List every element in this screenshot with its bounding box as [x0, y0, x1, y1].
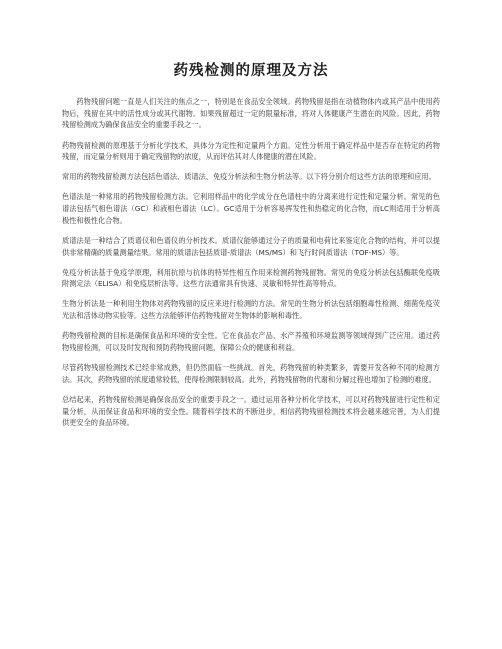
paragraph-intro: 药物残留问题一直是人们关注的焦点之一，特别是在食品安全领域。药物残留是指在动植物体内或其产品中使用药物后，残留在其中的活性成分或其代谢物。如果残留超过一定的限量标准，将对人体健康产生潜在的风险。因此，药物残留检测成为确保食品安全的重要手段之一。 [62, 97, 440, 130]
paragraph-summary: 总结起来，药物残留检测是确保食品安全的重要手段之一。通过运用各种分析化学技术，可以对药物残留进行定性和定量分析，从而保证食品和环境的安全性。随着科学技术的不断进步，相信药物残留检测技术将会越来越完善，为人们提供更安全的食品环境。 [62, 394, 440, 428]
document-title: 药残检测的原理及方法 [173, 63, 329, 79]
paragraph-chromatography: 色谱法是一种常用的药物残留检测方法。它利用样品中的化学成分在色谱柱中的分离来进行定性和定量分析。常见的色谱法包括气相色谱法（GC）和液相色谱法（LC）。GC适用于分析容易挥发性和热稳定的化合物，而LC则适用于分析高极性和极性化合物。 [62, 192, 440, 225]
paragraph-mass-spectrometry: 质谱法是一种结合了质谱仪和色谱仪的分析技术。质谱仪能够通过分子的质量和电荷比来鉴定化合物的结构，并可以提供非常精确的质量测量结果。常用的质谱法包括质谱-质谱法（MS/MS）和飞行时间质谱法（TOF-MS）等。 [62, 235, 440, 257]
paragraph-principle: 药物残留检测的原理基于分析化学技术，具体分为定性和定量两个方面。定性分析用于确定样品中是否存在特定的药物残留，而定量分析则用于确定残留物的浓度，从而评估其对人体健康的潜在风险。 [62, 140, 440, 162]
paragraph-goal: 药物残留检测的目标是确保食品和环境的安全性。它在食品农产品、水产养殖和环境监测等领域得到广泛应用。通过药物残留检测，可以及时发现和预防药物残留问题，保障公众的健康和利益。 [62, 331, 440, 352]
paragraph-challenges: 尽管药物残留检测技术已经非常成熟，但仍然面临一些挑战。首先，药物残留的种类繁多，需要开发各种不同的检测方法。其次，药物残留的浓度通常较低，使得检测限制较高。此外，药物残留物的代谢和分解过程也增加了检测的难度。 [62, 363, 440, 384]
paragraph-bioassay: 生物分析法是一种利用生物体对药物残留的反应来进行检测的方法。常见的生物分析法包括细胞毒性检测、细菌免疫荧光法和活体动物实验等。这些方法能够评估药物残留对生物体的影响和毒性。 [62, 299, 440, 321]
paragraph-methods-overview: 常用的药物残留检测方法包括色谱法、质谱法、免疫分析法和生物分析法等。以下将分别介绍这些方法的原理和应用。 [62, 172, 436, 182]
paragraph-immunoassay: 免疫分析法基于免疫学原理，利用抗原与抗体的特异性相互作用来检测药物残留物。常见的免疫分析法包括酶联免疫吸附测定法（ELISA）和免疫层析法等。这些方法通常具有快速、灵敏和特异性高等特点。 [62, 267, 440, 289]
document-body [62, 96, 440, 437]
